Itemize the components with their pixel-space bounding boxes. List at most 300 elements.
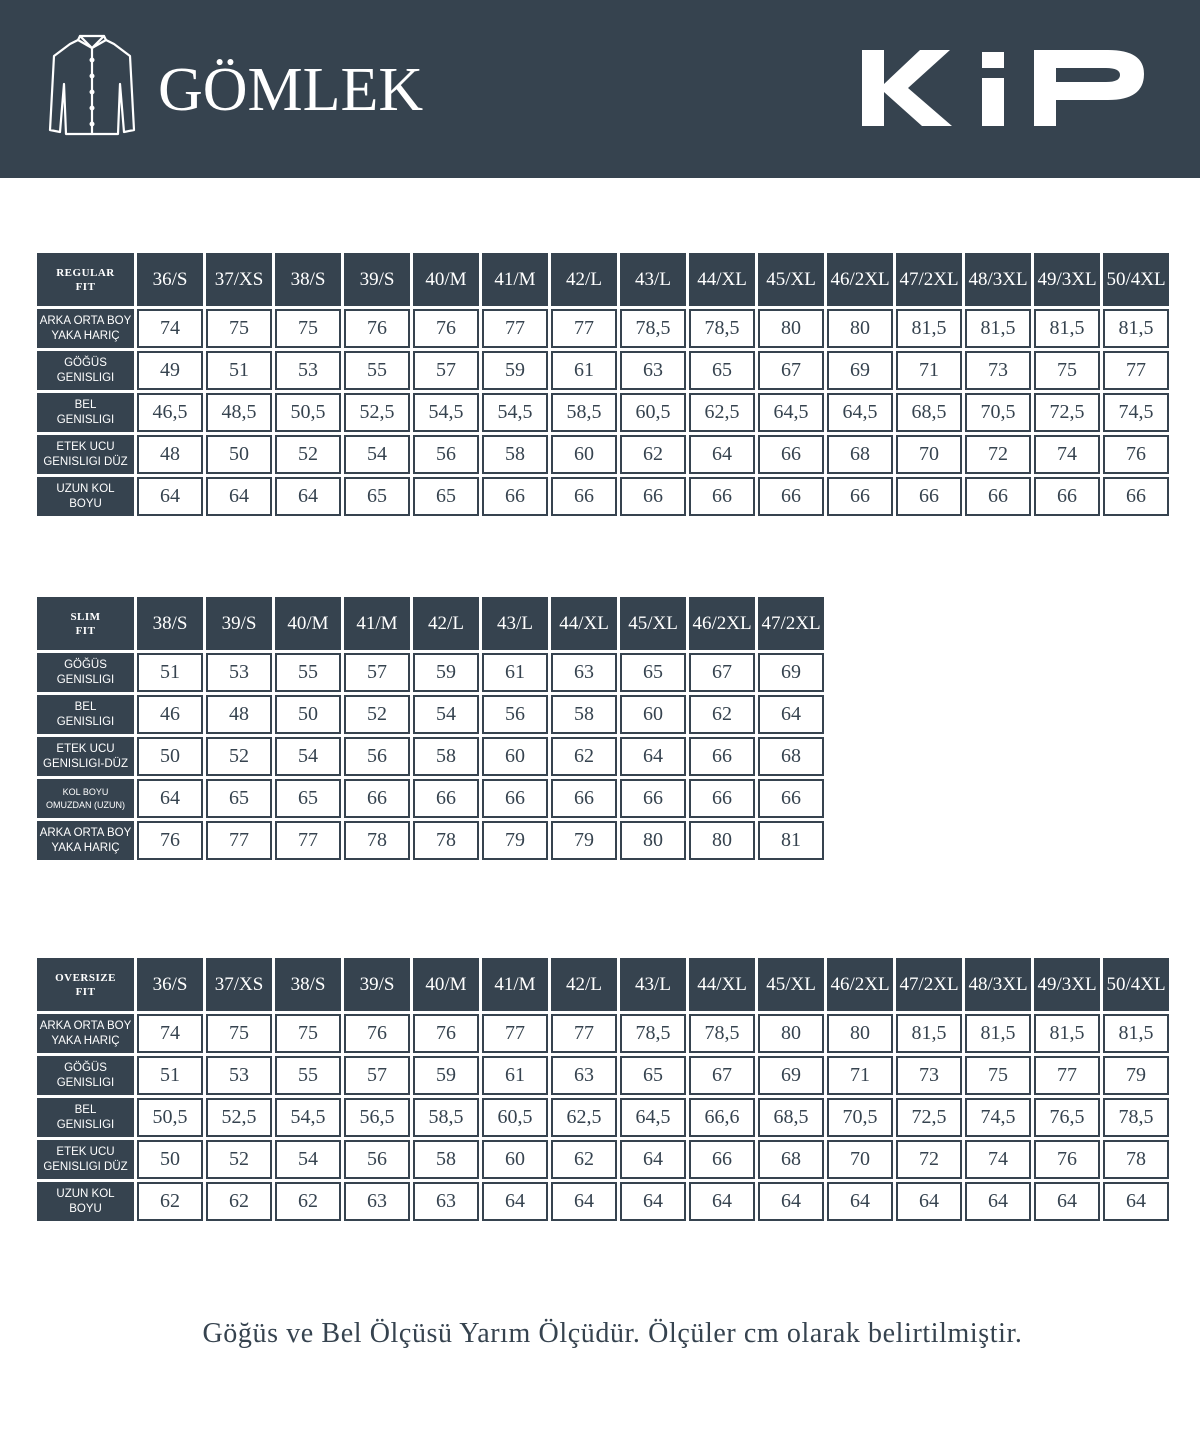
measurement-value: 62,5 xyxy=(551,1098,617,1137)
measurement-value: 66 xyxy=(689,737,755,776)
measurement-value: 64 xyxy=(965,1182,1031,1221)
measurement-value: 59 xyxy=(413,1056,479,1095)
measurement-value: 63 xyxy=(551,1056,617,1095)
measurement-value: 80 xyxy=(689,821,755,860)
table-row xyxy=(37,737,824,776)
measurement-value: 63 xyxy=(551,653,617,692)
fit-label-line: OVERSIZE xyxy=(55,971,116,984)
table-row xyxy=(37,477,1169,516)
measurement-value: 74 xyxy=(137,1014,203,1053)
measurement-value: 59 xyxy=(413,653,479,692)
size-header-cell: 44/XL xyxy=(689,958,755,1011)
measurement-value: 65 xyxy=(620,653,686,692)
measurement-value: 79 xyxy=(482,821,548,860)
fit-label xyxy=(37,253,134,306)
header-banner xyxy=(0,0,1200,178)
fit-label-line: FIT xyxy=(75,624,96,637)
measurement-value: 64,5 xyxy=(620,1098,686,1137)
measurement-value: 58,5 xyxy=(551,393,617,432)
measurement-value: 66 xyxy=(965,477,1031,516)
measurement-label xyxy=(37,1098,134,1137)
measurement-value: 81 xyxy=(758,821,824,860)
measurement-label-line: GENISLIGI xyxy=(56,1076,115,1089)
measurement-value: 53 xyxy=(275,351,341,390)
measurement-value: 70,5 xyxy=(827,1098,893,1137)
measurement-value: 64 xyxy=(689,435,755,474)
size-header-cell: 49/3XL xyxy=(1034,253,1100,306)
measurement-value: 66 xyxy=(1103,477,1169,516)
measurement-value: 68,5 xyxy=(758,1098,824,1137)
measurement-label-line: BEL xyxy=(74,700,97,713)
measurement-value: 75 xyxy=(965,1056,1031,1095)
measurement-value: 78,5 xyxy=(620,1014,686,1053)
measurement-value: 72 xyxy=(965,435,1031,474)
measurement-value: 46 xyxy=(137,695,203,734)
size-header-cell: 45/XL xyxy=(758,253,824,306)
measurement-value: 48 xyxy=(206,695,272,734)
measurement-value: 67 xyxy=(689,653,755,692)
measurement-value: 74 xyxy=(1034,435,1100,474)
measurement-value: 55 xyxy=(275,653,341,692)
measurement-value: 54 xyxy=(344,435,410,474)
fit-label xyxy=(37,958,134,1011)
measurement-value: 76 xyxy=(413,1014,479,1053)
table-row xyxy=(37,1014,1169,1053)
measurement-value: 76,5 xyxy=(1034,1098,1100,1137)
measurement-value: 77 xyxy=(482,309,548,348)
measurement-value: 76 xyxy=(344,1014,410,1053)
measurement-value: 66 xyxy=(620,477,686,516)
measurement-label xyxy=(37,737,134,776)
measurement-value: 72,5 xyxy=(1034,393,1100,432)
measurement-value: 60 xyxy=(620,695,686,734)
measurement-value: 49 xyxy=(137,351,203,390)
measurement-value: 55 xyxy=(344,351,410,390)
size-header-cell: 50/4XL xyxy=(1103,958,1169,1011)
measurement-label-line: YAKA HARIÇ xyxy=(51,329,120,342)
measurement-value: 76 xyxy=(1103,435,1169,474)
measurement-label xyxy=(37,309,134,348)
measurement-value: 65 xyxy=(620,1056,686,1095)
measurement-label-line: YAKA HARIÇ xyxy=(51,841,120,854)
measurement-value: 75 xyxy=(275,1014,341,1053)
size-header-cell: 37/XS xyxy=(206,253,272,306)
size-header-cell: 37/XS xyxy=(206,958,272,1011)
size-header-cell: 45/XL xyxy=(758,958,824,1011)
measurement-value: 60,5 xyxy=(620,393,686,432)
measurement-value: 52,5 xyxy=(344,393,410,432)
measurement-value: 75 xyxy=(206,309,272,348)
measurement-label xyxy=(37,435,134,474)
measurement-value: 70 xyxy=(896,435,962,474)
size-header-cell: 43/L xyxy=(620,253,686,306)
size-header-cell: 44/XL xyxy=(551,597,617,650)
measurement-value: 78,5 xyxy=(689,1014,755,1053)
measurement-value: 73 xyxy=(965,351,1031,390)
measurement-value: 67 xyxy=(689,1056,755,1095)
measurement-value: 68 xyxy=(758,1140,824,1179)
measurement-value: 62 xyxy=(551,1140,617,1179)
measurement-value: 65 xyxy=(413,477,479,516)
measurement-value: 75 xyxy=(206,1014,272,1053)
measurement-label-line: ARKA ORTA BOY xyxy=(39,1019,132,1032)
measurement-value: 73 xyxy=(896,1056,962,1095)
measurement-value: 81,5 xyxy=(965,1014,1031,1053)
measurement-value: 66 xyxy=(482,779,548,818)
measurement-value: 80 xyxy=(758,309,824,348)
measurement-value: 75 xyxy=(1034,351,1100,390)
measurement-value: 64 xyxy=(551,1182,617,1221)
measurement-value: 81,5 xyxy=(1034,1014,1100,1053)
measurement-value: 63 xyxy=(620,351,686,390)
measurement-label-line: GÖĞÜS xyxy=(64,1061,107,1074)
measurement-value: 69 xyxy=(758,1056,824,1095)
size-header-cell: 50/4XL xyxy=(1103,253,1169,306)
measurement-value: 54,5 xyxy=(482,393,548,432)
measurement-value: 62 xyxy=(689,695,755,734)
measurement-label-line: ARKA ORTA BOY xyxy=(39,826,132,839)
measurement-label-line: GENISLIGI xyxy=(56,413,115,426)
measurement-value: 66 xyxy=(551,779,617,818)
measurement-value: 72 xyxy=(896,1140,962,1179)
measurement-value: 77 xyxy=(1103,351,1169,390)
measurement-value: 64 xyxy=(827,1182,893,1221)
measurement-value: 64 xyxy=(896,1182,962,1221)
measurement-label xyxy=(37,1182,134,1221)
measurement-value: 50,5 xyxy=(137,1098,203,1137)
measurement-value: 63 xyxy=(344,1182,410,1221)
measurement-label-line: BOYU xyxy=(69,1202,102,1215)
table-row xyxy=(37,351,1169,390)
size-header-cell: 47/2XL xyxy=(896,958,962,1011)
measurement-value: 55 xyxy=(275,1056,341,1095)
measurement-value: 54 xyxy=(413,695,479,734)
size-header-cell: 41/M xyxy=(482,958,548,1011)
measurement-value: 48,5 xyxy=(206,393,272,432)
measurement-value: 56 xyxy=(482,695,548,734)
measurement-value: 54,5 xyxy=(413,393,479,432)
size-header-cell: 39/S xyxy=(344,958,410,1011)
size-header-cell: 40/M xyxy=(413,958,479,1011)
measurement-value: 79 xyxy=(551,821,617,860)
measurement-value: 51 xyxy=(137,653,203,692)
measurement-value: 66 xyxy=(758,477,824,516)
measurement-value: 66 xyxy=(896,477,962,516)
measurement-value: 52 xyxy=(275,435,341,474)
measurement-label-line: GENISLIGI DÜZ xyxy=(43,455,128,468)
measurement-value: 65 xyxy=(344,477,410,516)
measurement-value: 60 xyxy=(482,737,548,776)
measurement-value: 56,5 xyxy=(344,1098,410,1137)
measurement-label xyxy=(37,393,134,432)
size-header-cell: 36/S xyxy=(137,958,203,1011)
measurement-value: 81,5 xyxy=(896,309,962,348)
table-row xyxy=(37,1098,1169,1137)
measurement-value: 66,6 xyxy=(689,1098,755,1137)
measurement-value: 69 xyxy=(827,351,893,390)
measurement-value: 61 xyxy=(482,653,548,692)
size-header-cell: 46/2XL xyxy=(827,958,893,1011)
measurement-value: 81,5 xyxy=(1034,309,1100,348)
measurement-value: 57 xyxy=(344,1056,410,1095)
measurement-value: 75 xyxy=(275,309,341,348)
measurement-value: 78 xyxy=(344,821,410,860)
measurement-label-line: UZUN KOL xyxy=(56,482,115,495)
measurement-label-line: ETEK UCU xyxy=(56,1145,115,1158)
measurement-value: 68 xyxy=(758,737,824,776)
measurement-value: 64 xyxy=(137,477,203,516)
measurement-value: 66 xyxy=(1034,477,1100,516)
measurement-value: 56 xyxy=(344,737,410,776)
size-header-cell: 44/XL xyxy=(689,253,755,306)
measurement-label-line: UZUN KOL xyxy=(56,1187,115,1200)
measurement-value: 62 xyxy=(137,1182,203,1221)
size-header-cell: 39/S xyxy=(344,253,410,306)
size-header-row xyxy=(37,958,1169,1011)
measurement-value: 81,5 xyxy=(965,309,1031,348)
measurement-value: 64 xyxy=(1034,1182,1100,1221)
measurement-value: 53 xyxy=(206,653,272,692)
size-header-cell: 40/M xyxy=(275,597,341,650)
measurement-value: 60 xyxy=(482,1140,548,1179)
measurement-value: 76 xyxy=(1034,1140,1100,1179)
footnote: Göğüs ve Bel Ölçüsü Yarım Ölçüdür. Ölçüler cm olarak belirtilmiştir. xyxy=(202,1318,1023,1349)
size-header-cell: 43/L xyxy=(620,958,686,1011)
size-header-cell: 43/L xyxy=(482,597,548,650)
measurement-label xyxy=(37,821,134,860)
measurement-value: 53 xyxy=(206,1056,272,1095)
measurement-value: 46,5 xyxy=(137,393,203,432)
measurement-value: 77 xyxy=(551,1014,617,1053)
measurement-value: 72,5 xyxy=(896,1098,962,1137)
measurement-value: 50 xyxy=(206,435,272,474)
size-header-cell: 42/L xyxy=(413,597,479,650)
measurement-label-line: GENISLIGI xyxy=(56,371,115,384)
measurement-value: 64 xyxy=(482,1182,548,1221)
size-header-cell: 48/3XL xyxy=(965,253,1031,306)
size-header-cell: 48/3XL xyxy=(965,958,1031,1011)
measurement-value: 52 xyxy=(206,737,272,776)
measurement-label xyxy=(37,695,134,734)
measurement-value: 64 xyxy=(275,477,341,516)
measurement-value: 62,5 xyxy=(689,393,755,432)
measurement-value: 81,5 xyxy=(896,1014,962,1053)
table-row xyxy=(37,653,824,692)
measurement-value: 59 xyxy=(482,351,548,390)
measurement-value: 50 xyxy=(137,1140,203,1179)
measurement-label-line: GÖĞÜS xyxy=(64,658,107,671)
measurement-value: 64,5 xyxy=(758,393,824,432)
size-header-cell: 40/M xyxy=(413,253,479,306)
measurement-value: 65 xyxy=(206,779,272,818)
measurement-label-line: ARKA ORTA BOY xyxy=(39,314,132,327)
size-header-cell: 46/2XL xyxy=(827,253,893,306)
table-row xyxy=(37,309,1169,348)
size-table-oversize xyxy=(34,955,1172,1224)
size-header-cell: 45/XL xyxy=(620,597,686,650)
measurement-value: 62 xyxy=(275,1182,341,1221)
measurement-value: 66 xyxy=(344,779,410,818)
size-header-cell: 42/L xyxy=(551,253,617,306)
table-row xyxy=(37,695,824,734)
measurement-value: 60,5 xyxy=(482,1098,548,1137)
measurement-value: 77 xyxy=(482,1014,548,1053)
measurement-value: 64 xyxy=(758,695,824,734)
measurement-label-line: GENISLIGI xyxy=(56,1118,115,1131)
measurement-value: 51 xyxy=(206,351,272,390)
measurement-value: 76 xyxy=(344,309,410,348)
fit-label-line: REGULAR xyxy=(56,266,115,279)
measurement-value: 74,5 xyxy=(1103,393,1169,432)
measurement-value: 76 xyxy=(413,309,479,348)
measurement-value: 66 xyxy=(689,1140,755,1179)
measurement-value: 69 xyxy=(758,653,824,692)
measurement-value: 58 xyxy=(482,435,548,474)
measurement-value: 71 xyxy=(827,1056,893,1095)
measurement-label-line: YAKA HARIÇ xyxy=(51,1034,120,1047)
size-table-regular xyxy=(34,250,1172,519)
measurement-value: 64 xyxy=(620,1140,686,1179)
measurement-value: 80 xyxy=(827,309,893,348)
measurement-label-line: GENISLIGI xyxy=(56,673,115,686)
measurement-value: 78,5 xyxy=(689,309,755,348)
measurement-value: 64 xyxy=(689,1182,755,1221)
measurement-value: 50 xyxy=(275,695,341,734)
measurement-label xyxy=(37,653,134,692)
measurement-value: 65 xyxy=(275,779,341,818)
measurement-value: 65 xyxy=(689,351,755,390)
table-row xyxy=(37,779,824,818)
measurement-value: 64 xyxy=(620,737,686,776)
measurement-value: 56 xyxy=(413,435,479,474)
size-header-cell: 41/M xyxy=(344,597,410,650)
measurement-value: 61 xyxy=(482,1056,548,1095)
measurement-label-line: ETEK UCU xyxy=(56,742,115,755)
size-header-cell: 36/S xyxy=(137,253,203,306)
measurement-label xyxy=(37,779,134,818)
size-header-row xyxy=(37,253,1169,306)
measurement-value: 76 xyxy=(137,821,203,860)
measurement-value: 66 xyxy=(689,477,755,516)
measurement-value: 50 xyxy=(137,737,203,776)
measurement-value: 52 xyxy=(206,1140,272,1179)
measurement-value: 68 xyxy=(827,435,893,474)
measurement-value: 66 xyxy=(551,477,617,516)
measurement-value: 66 xyxy=(758,779,824,818)
measurement-value: 78,5 xyxy=(620,309,686,348)
measurement-value: 66 xyxy=(413,779,479,818)
measurement-value: 61 xyxy=(551,351,617,390)
measurement-label-line: BEL xyxy=(74,398,97,411)
measurement-value: 60 xyxy=(551,435,617,474)
size-header-row xyxy=(37,597,824,650)
measurement-value: 80 xyxy=(758,1014,824,1053)
measurement-value: 77 xyxy=(275,821,341,860)
measurement-value: 74,5 xyxy=(965,1098,1031,1137)
size-header-cell: 42/L xyxy=(551,958,617,1011)
measurement-label-line: OMUZDAN (UZUN) xyxy=(46,799,125,810)
measurement-value: 57 xyxy=(344,653,410,692)
measurement-value: 77 xyxy=(206,821,272,860)
measurement-label-line: GENISLIGI xyxy=(56,715,115,728)
measurement-value: 57 xyxy=(413,351,479,390)
table-row xyxy=(37,1182,1169,1221)
measurement-label-line: GÖĞÜS xyxy=(64,356,107,369)
measurement-value: 78 xyxy=(413,821,479,860)
measurement-value: 56 xyxy=(344,1140,410,1179)
size-header-cell: 41/M xyxy=(482,253,548,306)
page-title: GÖMLEK xyxy=(158,56,424,124)
shirt-icon xyxy=(46,34,138,138)
fit-label-line: FIT xyxy=(75,280,96,293)
measurement-label-line: KOL BOYU xyxy=(62,786,109,797)
measurement-label-line: GENISLIGI DÜZ xyxy=(43,1160,128,1173)
measurement-value: 54 xyxy=(275,1140,341,1179)
measurement-value: 52 xyxy=(344,695,410,734)
measurement-label xyxy=(37,1140,134,1179)
measurement-value: 77 xyxy=(551,309,617,348)
measurement-value: 58 xyxy=(413,737,479,776)
measurement-value: 54,5 xyxy=(275,1098,341,1137)
size-header-cell: 38/S xyxy=(137,597,203,650)
measurement-value: 58 xyxy=(551,695,617,734)
measurement-value: 80 xyxy=(827,1014,893,1053)
measurement-label xyxy=(37,477,134,516)
measurement-value: 66 xyxy=(758,435,824,474)
measurement-value: 67 xyxy=(758,351,824,390)
kip-logo xyxy=(858,44,1148,132)
fit-label-line: SLIM xyxy=(70,610,101,623)
table-row xyxy=(37,435,1169,474)
measurement-value: 64 xyxy=(620,1182,686,1221)
measurement-label-line: BEL xyxy=(74,1103,97,1116)
size-header-cell: 47/2XL xyxy=(758,597,824,650)
measurement-value: 58 xyxy=(413,1140,479,1179)
measurement-value: 74 xyxy=(965,1140,1031,1179)
measurement-value: 54 xyxy=(275,737,341,776)
measurement-value: 74 xyxy=(137,309,203,348)
fit-label xyxy=(37,597,134,650)
measurement-value: 63 xyxy=(413,1182,479,1221)
measurement-value: 78,5 xyxy=(1103,1098,1169,1137)
size-table-slim xyxy=(34,594,827,863)
measurement-value: 64,5 xyxy=(827,393,893,432)
measurement-label xyxy=(37,1056,134,1095)
size-header-cell: 38/S xyxy=(275,958,341,1011)
measurement-value: 64 xyxy=(758,1182,824,1221)
measurement-value: 80 xyxy=(620,821,686,860)
measurement-value: 68,5 xyxy=(896,393,962,432)
measurement-label-line: BOYU xyxy=(69,497,102,510)
table-row xyxy=(37,821,824,860)
measurement-value: 66 xyxy=(482,477,548,516)
measurement-value: 77 xyxy=(1034,1056,1100,1095)
measurement-value: 64 xyxy=(137,779,203,818)
measurement-value: 66 xyxy=(827,477,893,516)
size-header-cell: 49/3XL xyxy=(1034,958,1100,1011)
measurement-value: 70 xyxy=(827,1140,893,1179)
measurement-value: 70,5 xyxy=(965,393,1031,432)
measurement-value: 62 xyxy=(206,1182,272,1221)
measurement-value: 50,5 xyxy=(275,393,341,432)
measurement-value: 52,5 xyxy=(206,1098,272,1137)
measurement-value: 79 xyxy=(1103,1056,1169,1095)
measurement-value: 78 xyxy=(1103,1140,1169,1179)
table-row xyxy=(37,1056,1169,1095)
table-row xyxy=(37,393,1169,432)
size-header-cell: 47/2XL xyxy=(896,253,962,306)
measurement-value: 81,5 xyxy=(1103,1014,1169,1053)
